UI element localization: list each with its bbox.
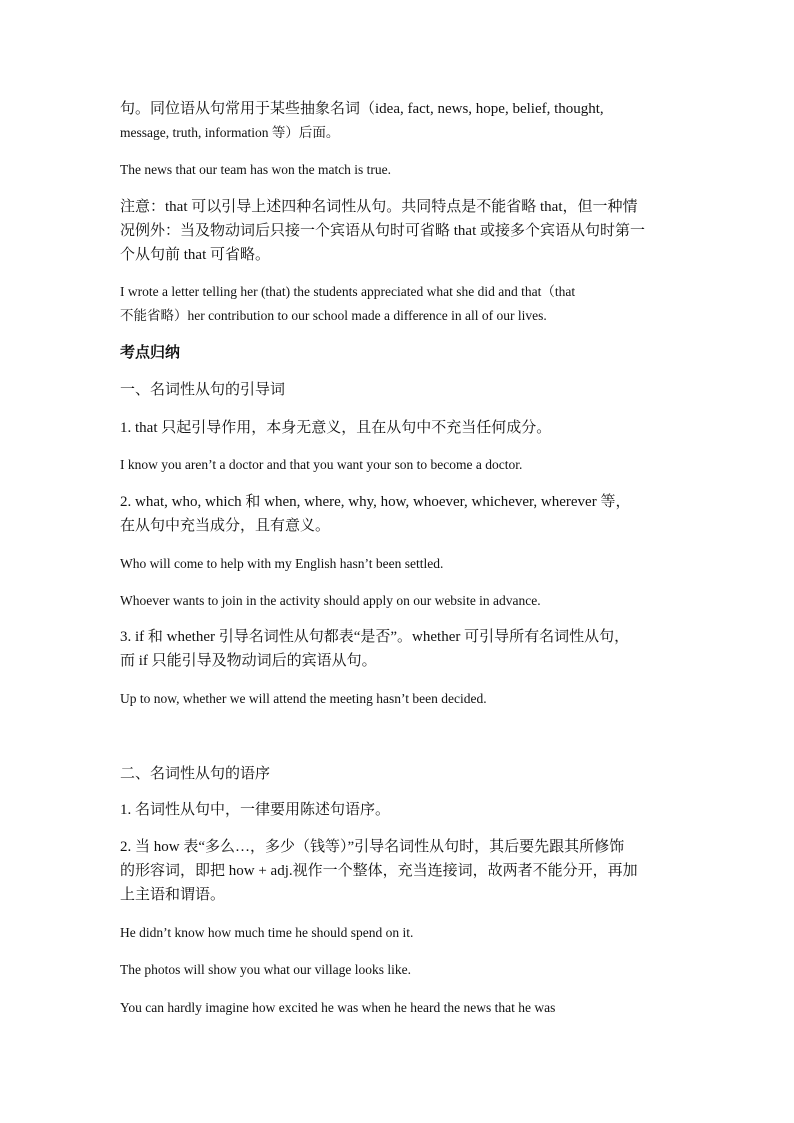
example-sentence: The news that our team has won the match is true.: [120, 162, 392, 177]
rule-line: 2. 当 how 表“多么…，多少（钱等）”引导名词性从句时，其后要先跟其所修饰: [120, 839, 625, 855]
rule-line: 3. if 和 whether 引导名词性从句都表“是否”。whether 可引导所有名词性从句，: [120, 629, 630, 645]
subsection-heading: 一、名词性从句的引导词: [120, 382, 286, 398]
example-sentence: I know you aren’t a doctor and that you want your son to become a doctor.: [120, 457, 523, 472]
example-sentence: I wrote a letter telling her (that) the students appreciated what she did and that（that: [120, 284, 576, 299]
note-line: 注意：that 可以引导上述四种名词性从句。共同特点是不能省略 that，但一种情: [120, 199, 638, 215]
note-line: 个从句前 that 可省略。: [120, 247, 270, 263]
example-sentence: Who will come to help with my English hasn’t been settled.: [120, 556, 444, 571]
example-sentence: Whoever wants to join in the activity should apply on our website in advance.: [120, 593, 541, 608]
example-sentence: Up to now, whether we will attend the meeting hasn’t been decided.: [120, 691, 487, 706]
rule-line: 在从句中充当成分，且有意义。: [120, 518, 331, 534]
subsection-heading: 二、名词性从句的语序: [120, 766, 271, 782]
paragraph-line: 句。同位语从句常用于某些抽象名词（idea, fact, news, hope, belief, thought,: [120, 101, 604, 117]
rule-line: 而 if 只能引导及物动词后的宾语从句。: [120, 653, 377, 669]
rule-line: 1. 名词性从句中，一律要用陈述句语序。: [120, 802, 391, 818]
rule-line: 的形容词，即把 how + adj.视作一个整体，充当连接词，故两者不能分开，再加: [120, 863, 638, 879]
rule-line: 上主语和谓语。: [120, 887, 226, 903]
section-heading: 考点归纳: [120, 345, 181, 361]
rule-line: 1. that 只起引导作用，本身无意义，且在从句中不充当任何成分。: [120, 420, 552, 436]
example-sentence: The photos will show you what our village looks like.: [120, 962, 411, 977]
example-sentence: 不能省略）her contribution to our school made a difference in all of our lives.: [120, 308, 547, 323]
paragraph-line: message, truth, information 等）后面。: [120, 125, 340, 140]
rule-line: 2. what, who, which 和 when, where, why, how, whoever, whichever, wherever 等，: [120, 494, 631, 510]
note-line: 况例外：当及物动词后只接一个宾语从句时可省略 that 或接多个宾语从句时第一: [120, 223, 645, 239]
example-sentence: You can hardly imagine how excited he was when he heard the news that he was: [120, 1000, 556, 1015]
example-sentence: He didn’t know how much time he should spend on it.: [120, 925, 414, 940]
